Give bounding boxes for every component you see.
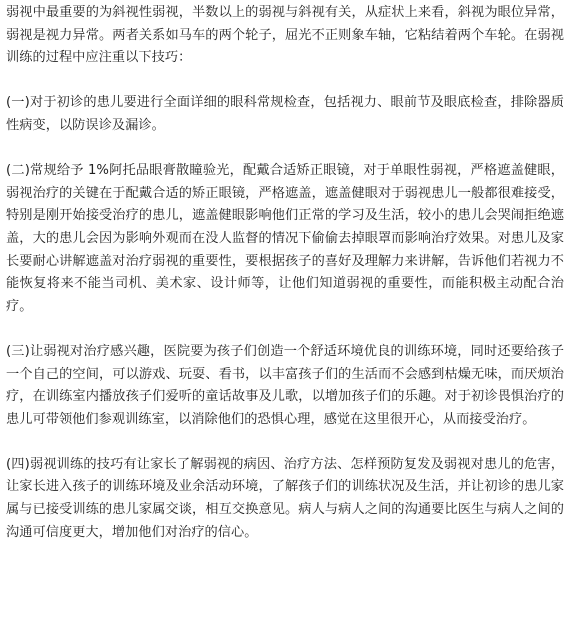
tip-paragraph-3: (三)让弱视对治疗感兴趣，医院要为孩子们创造一个舒适环境优良的训练环境，同时还要给孩子一个自己的空间，可以游戏、玩耍、看书，以丰富孩子们的生活而不会感到枯燥无味，而厌烦治疗，在训练室内播放孩子们爱听的童话故事及儿歌，以增加孩子们的乐趣。对于初诊畏惧治疗的患儿可带领他们参观训练室，以消除他们的恐惧心理，感觉在这里很开心，从而接受治疗。: [6, 343, 564, 427]
paragraph-spacer: [6, 70, 564, 93]
tip-paragraph-2: (二)常规给予 1%阿托品眼膏散瞳验光，配戴合适矫正眼镜，对于单眼性弱视，严格遮盖健眼，弱视治疗的关键在于配戴合适的矫正眼镜，严格遮盖，遮盖健眼对于弱视患儿一般都很难接受，特别是刚开始接受治疗的患儿，遮盖健眼影响他们正常的学习及生活，较小的患儿会哭闹拒绝遮盖，大的患儿会因为影响外观而在没人监督的情况下偷偷去掉眼罩而影响治疗效果。对患儿及家长要耐心讲解遮盖对治疗弱视的重要性，要根据孩子的喜好及理解力来讲解，告诉他们若视力不能恢复将来不能当司机、美术家、设计师等，让他们知道弱视的重要性，而能积极主动配合治疗。: [6, 163, 564, 314]
paragraph-spacer: [6, 138, 564, 161]
paragraph-spacer: [6, 318, 564, 341]
intro-paragraph: 弱视中最重要的为斜视性弱视，半数以上的弱视与斜视有关，从症状上来看，斜视为眼位异常，弱视是视力异常。两者关系如马车的两个轮子，屈光不正则象车轴，它粘结着两个车轮。在弱视训练的过程中应注重以下技巧：: [6, 5, 564, 66]
tip-paragraph-1: (一)对于初诊的患儿要进行全面详细的眼科常规检查，包括视力、眼前节及眼底检查，排除器质性病变，以防误诊及漏诊。: [6, 95, 564, 133]
tip-paragraph-4: (四)弱视训练的技巧有让家长了解弱视的病因、治疗方法、怎样预防复发及弱视对患儿的危害，让家长进入孩子的训练环境及业余活动环境，了解孩子们的训练状况及生活，并让初诊的患儿家属与已接受训练的患儿家属交谈，相互交换意见。病人与病人之间的沟通要比医生与病人之间的沟通可信度更大，增加他们对治疗的信心。: [6, 456, 564, 540]
paragraph-spacer: [6, 431, 564, 454]
